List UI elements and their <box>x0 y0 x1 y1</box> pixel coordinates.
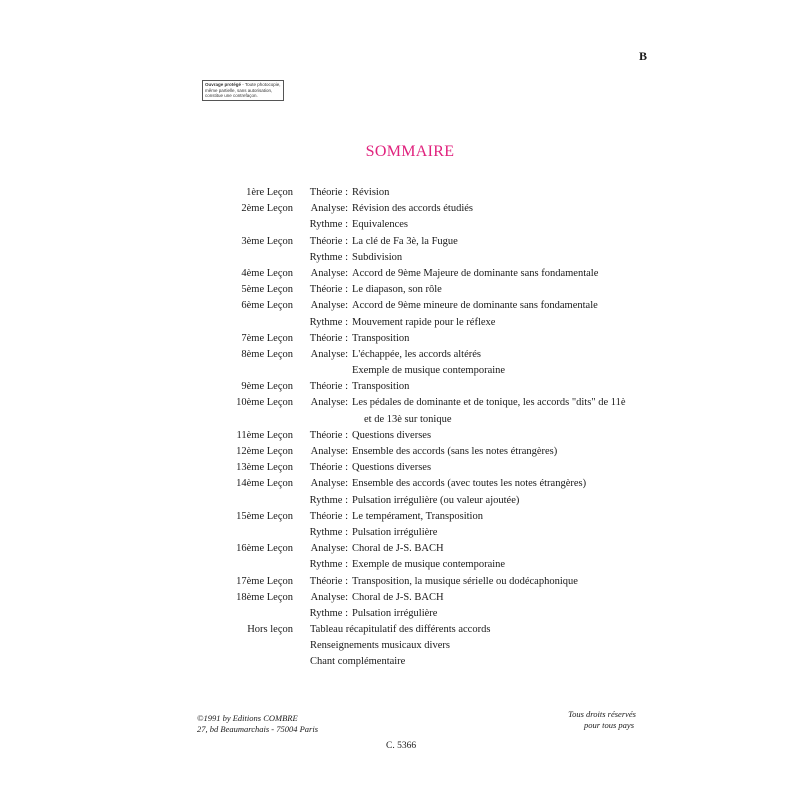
toc-category: Théorie : <box>309 284 348 296</box>
toc-description: Les pédales de dominante et de tonique, les accords "dits" de 11è <box>352 397 626 409</box>
toc-description: Mouvement rapide pour le réflexe <box>352 316 496 328</box>
toc-description: Equivalences <box>352 219 408 231</box>
toc-lesson: 9ème Leçon <box>241 381 293 393</box>
toc-row <box>0 363 800 379</box>
catalog-number: C. 5366 <box>386 741 417 751</box>
toc-description: Le tempérament, Transposition <box>352 510 483 522</box>
toc-row <box>0 315 800 331</box>
toc-description: Subdivision <box>352 251 403 263</box>
toc-row <box>0 234 800 250</box>
publisher-info <box>197 713 318 735</box>
toc-row <box>0 460 800 476</box>
toc-category: Rythme : <box>309 607 348 619</box>
toc-lesson: 10ème Leçon <box>236 397 293 409</box>
toc-category: Théorie : <box>309 429 348 441</box>
toc-row <box>0 250 800 266</box>
toc-category: Analyse: <box>310 203 348 215</box>
toc-row <box>0 395 800 411</box>
rights-line-2: pour tous pays <box>583 720 634 730</box>
toc-category: Théorie : <box>309 235 348 247</box>
toc-description: La clé de Fa 3è, la Fugue <box>352 235 458 247</box>
toc-row <box>0 444 800 460</box>
toc-category: Analyse: <box>310 591 348 603</box>
toc-description: Transposition <box>352 381 410 393</box>
toc-row <box>0 590 800 606</box>
toc-row <box>0 201 800 217</box>
toc-category: Analyse: <box>310 397 348 409</box>
toc-lesson: 13ème Leçon <box>236 462 293 474</box>
toc-lesson: 7ème Leçon <box>241 332 293 344</box>
toc-description: Révision des accords étudiés <box>352 203 474 215</box>
toc-lesson: 18ème Leçon <box>236 591 293 603</box>
toc-row <box>0 654 800 670</box>
toc-lesson: 12ème Leçon <box>236 446 293 457</box>
rights-line-1: Tous droits réservés <box>568 709 636 719</box>
toc-row <box>0 412 800 428</box>
toc-category: Rythme : <box>309 494 348 506</box>
toc-category: Analyse: <box>310 300 348 312</box>
toc-lesson: 6ème Leçon <box>241 300 293 312</box>
toc-description: Révision <box>352 187 390 198</box>
toc-row <box>0 509 800 525</box>
page-letter: B <box>639 49 648 63</box>
notice-bold: Ouvrage protégé <box>205 82 242 87</box>
toc-category: Théorie : <box>309 510 348 522</box>
toc-lesson: 3ème Leçon <box>241 235 293 247</box>
toc-category: Théorie : <box>309 381 348 393</box>
toc-category: Rythme : <box>309 316 348 328</box>
toc-row <box>0 428 800 444</box>
toc-row <box>0 541 800 557</box>
toc-row <box>0 217 800 233</box>
toc-lesson: Hors leçon <box>247 624 293 636</box>
toc-description: Ensemble des accords (avec toutes les notes étrangères) <box>352 478 587 490</box>
toc-row <box>0 266 800 282</box>
toc-row <box>0 606 800 622</box>
notice-text: - Toute photocopie, même partielle, sans autorisation, constitue une contrefaçon. <box>205 82 281 98</box>
toc-lesson: 5ème Leçon <box>241 284 293 296</box>
toc-lesson: 8ème Leçon <box>241 348 293 360</box>
toc-description: Pulsation irrégulière (ou valeur ajoutée) <box>352 494 520 506</box>
toc-row <box>0 493 800 509</box>
toc-category: Théorie : <box>309 332 348 344</box>
toc-lesson: 15ème Leçon <box>236 510 293 522</box>
toc-description: Questions diverses <box>352 429 432 441</box>
toc-row <box>0 282 800 298</box>
toc-category: Rythme : <box>309 526 348 538</box>
table-of-contents <box>0 185 800 671</box>
toc-category: Rythme : <box>309 219 348 231</box>
toc-description: Choral de J-S. BACH <box>352 543 444 555</box>
toc-row <box>0 638 800 654</box>
toc-row <box>0 525 800 541</box>
toc-category: Analyse: <box>310 267 348 279</box>
toc-lesson: 11ème Leçon <box>236 429 293 441</box>
toc-description: Choral de J-S. BACH <box>352 591 444 603</box>
copyright-line: ©1991 by Editions COMBRE <box>197 713 298 723</box>
toc-lesson: 17ème Leçon <box>236 575 293 587</box>
address-line: 27, bd Beaumarchais - 75004 Paris <box>197 724 319 734</box>
page-title: SOMMAIRE <box>365 143 455 160</box>
copyright-notice-stamp <box>202 80 284 101</box>
toc-description: Pulsation irrégulière <box>352 526 438 538</box>
toc-description: L'échappée, les accords altérés <box>352 348 481 360</box>
toc-description: Transposition, la musique sérielle ou dodécaphonique <box>352 575 578 587</box>
toc-description: Questions diverses <box>352 462 432 474</box>
toc-description: Tableau récapitulatif des différents accords <box>310 624 491 636</box>
toc-category: Analyse: <box>310 543 348 555</box>
toc-row <box>0 185 800 201</box>
toc-row <box>0 298 800 314</box>
toc-lesson: 2ème Leçon <box>241 203 293 215</box>
toc-category: Analyse: <box>310 348 348 360</box>
toc-row <box>0 574 800 590</box>
toc-row <box>0 476 800 492</box>
toc-description: Ensemble des accords (sans les notes étrangères) <box>352 446 558 457</box>
toc-lesson: 14ème Leçon <box>236 478 293 490</box>
toc-category: Analyse: <box>310 446 348 457</box>
toc-description: et de 13è sur tonique <box>364 413 452 425</box>
toc-description: Accord de 9ème Majeure de dominante sans fondamentale <box>352 267 599 279</box>
toc-row <box>0 622 800 638</box>
toc-row <box>0 557 800 573</box>
toc-description: Transposition <box>352 332 410 344</box>
toc-lesson: 4ème Leçon <box>241 267 293 279</box>
rights-notice <box>520 709 636 731</box>
toc-row <box>0 331 800 347</box>
toc-row <box>0 379 800 395</box>
toc-description: Renseignements musicaux divers <box>310 640 450 652</box>
toc-description: Chant complémentaire <box>310 656 406 668</box>
toc-category: Rythme : <box>309 251 348 263</box>
toc-category: Théorie : <box>309 187 348 198</box>
toc-category: Théorie : <box>309 462 348 474</box>
toc-category: Rythme : <box>309 559 348 571</box>
toc-row <box>0 347 800 363</box>
toc-category: Théorie : <box>309 575 348 587</box>
toc-description: Exemple de musique contemporaine <box>352 365 506 377</box>
toc-category: Analyse: <box>310 478 348 490</box>
toc-description: Accord de 9ème mineure de dominante sans fondamentale <box>352 300 598 312</box>
toc-description: Le diapason, son rôle <box>352 284 442 296</box>
toc-lesson: 16ème Leçon <box>236 543 293 555</box>
toc-lesson: 1ère Leçon <box>246 187 293 198</box>
toc-description: Pulsation irrégulière <box>352 607 438 619</box>
toc-description: Exemple de musique contemporaine <box>352 559 506 571</box>
